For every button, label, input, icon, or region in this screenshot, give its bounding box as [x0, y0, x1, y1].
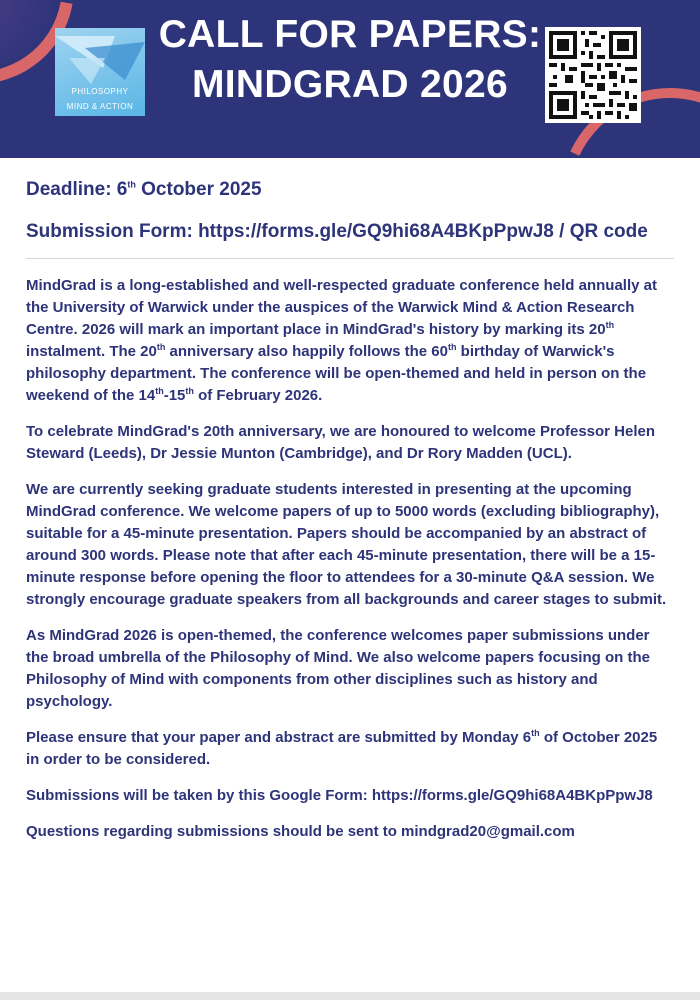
text: MindGrad is a long-established and well-respected graduate conference held annually at the University of Warwick under the auspices of the Warwick Mind & Action Research Centre. 2026 will mark an important place in MindGrad's history by marking its 20: [26, 277, 657, 338]
logo-text-philosophy: PHILOSOPHY: [71, 87, 129, 96]
deadline-sup: th: [127, 179, 136, 190]
paragraph-call: We are currently seeking graduate students interested in presenting at the upcoming MindGrad conference. We welcome papers of up to 5000 words (excluding bibliography), suitable for a 45-minute presentation. Papers should be accompanied by an abstract of around 300 words. Please note that after each 45-minute presentation, there will be a 15-minute response before opening the floor to attendees for a 30-minute Q&A session. We strongly encourage graduate speakers from all backgrounds and career stages to submit.: [26, 481, 667, 608]
sup: th: [185, 386, 194, 396]
paragraph-contact-email[interactable]: Questions regarding submissions should be sent to mindgrad20@gmail.com: [26, 823, 575, 840]
paragraph-intro: [26, 275, 674, 407]
main-content: [26, 176, 674, 857]
text: -15: [163, 387, 186, 404]
text: birthday of Warwick's philosophy department. The conference will be open-themed and held in person on the weekend of the 14: [26, 343, 647, 404]
paragraph-theme: As MindGrad 2026 is open-themed, the conference welcomes paper submissions under the broad umbrella of the Philosophy of Mind. We also welcome papers focusing on the Philosophy of Mind with components from other disciplines such as history and psychology.: [26, 627, 650, 710]
text: anniversary also happily follows the 60: [165, 343, 448, 360]
deadline-text-end: October 2025: [135, 179, 262, 200]
text: of February 2026.: [193, 387, 323, 404]
paragraph-deadline: [26, 727, 674, 771]
sup: th: [155, 386, 164, 396]
paragraph-speakers: To celebrate MindGrad's 20th anniversary, we are honoured to welcome Professor Helen Steward (Leeds), Dr Jessie Munton (Cambridge), and Dr Rory Madden (UCL).: [26, 423, 656, 462]
sup: th: [605, 320, 615, 330]
text: Please ensure that your paper and abstract are submitted by Monday 6: [26, 729, 532, 746]
philosophy-logo: [55, 28, 145, 116]
title-line-2: MINDGRAD 2026: [192, 63, 508, 106]
sup: th: [531, 728, 540, 738]
header-banner: [0, 0, 700, 158]
logo-mark-icon: [55, 28, 145, 88]
text: instalment. The 20: [26, 343, 157, 360]
bottom-bar: [0, 992, 700, 1000]
qr-code-icon[interactable]: [545, 27, 641, 123]
paragraph-form-link[interactable]: Submissions will be taken by this Google Form: https://forms.gle/GQ9hi68A4BKpPpwJ8: [26, 787, 653, 804]
divider: [26, 258, 674, 259]
deadline-text: Deadline: 6: [26, 179, 128, 200]
page-title: [150, 10, 550, 110]
logo-text-mind-action: MIND & ACTION: [66, 102, 134, 111]
title-line-1: CALL FOR PAPERS:: [158, 13, 542, 56]
text: of October 2025 in order to be considered.: [26, 729, 658, 768]
deadline-line: [26, 176, 674, 204]
sup: th: [156, 342, 166, 352]
submission-form-line[interactable]: Submission Form: https://forms.gle/GQ9hi68A4BKpPpwJ8 / QR code: [26, 221, 648, 242]
sup: th: [447, 342, 457, 352]
